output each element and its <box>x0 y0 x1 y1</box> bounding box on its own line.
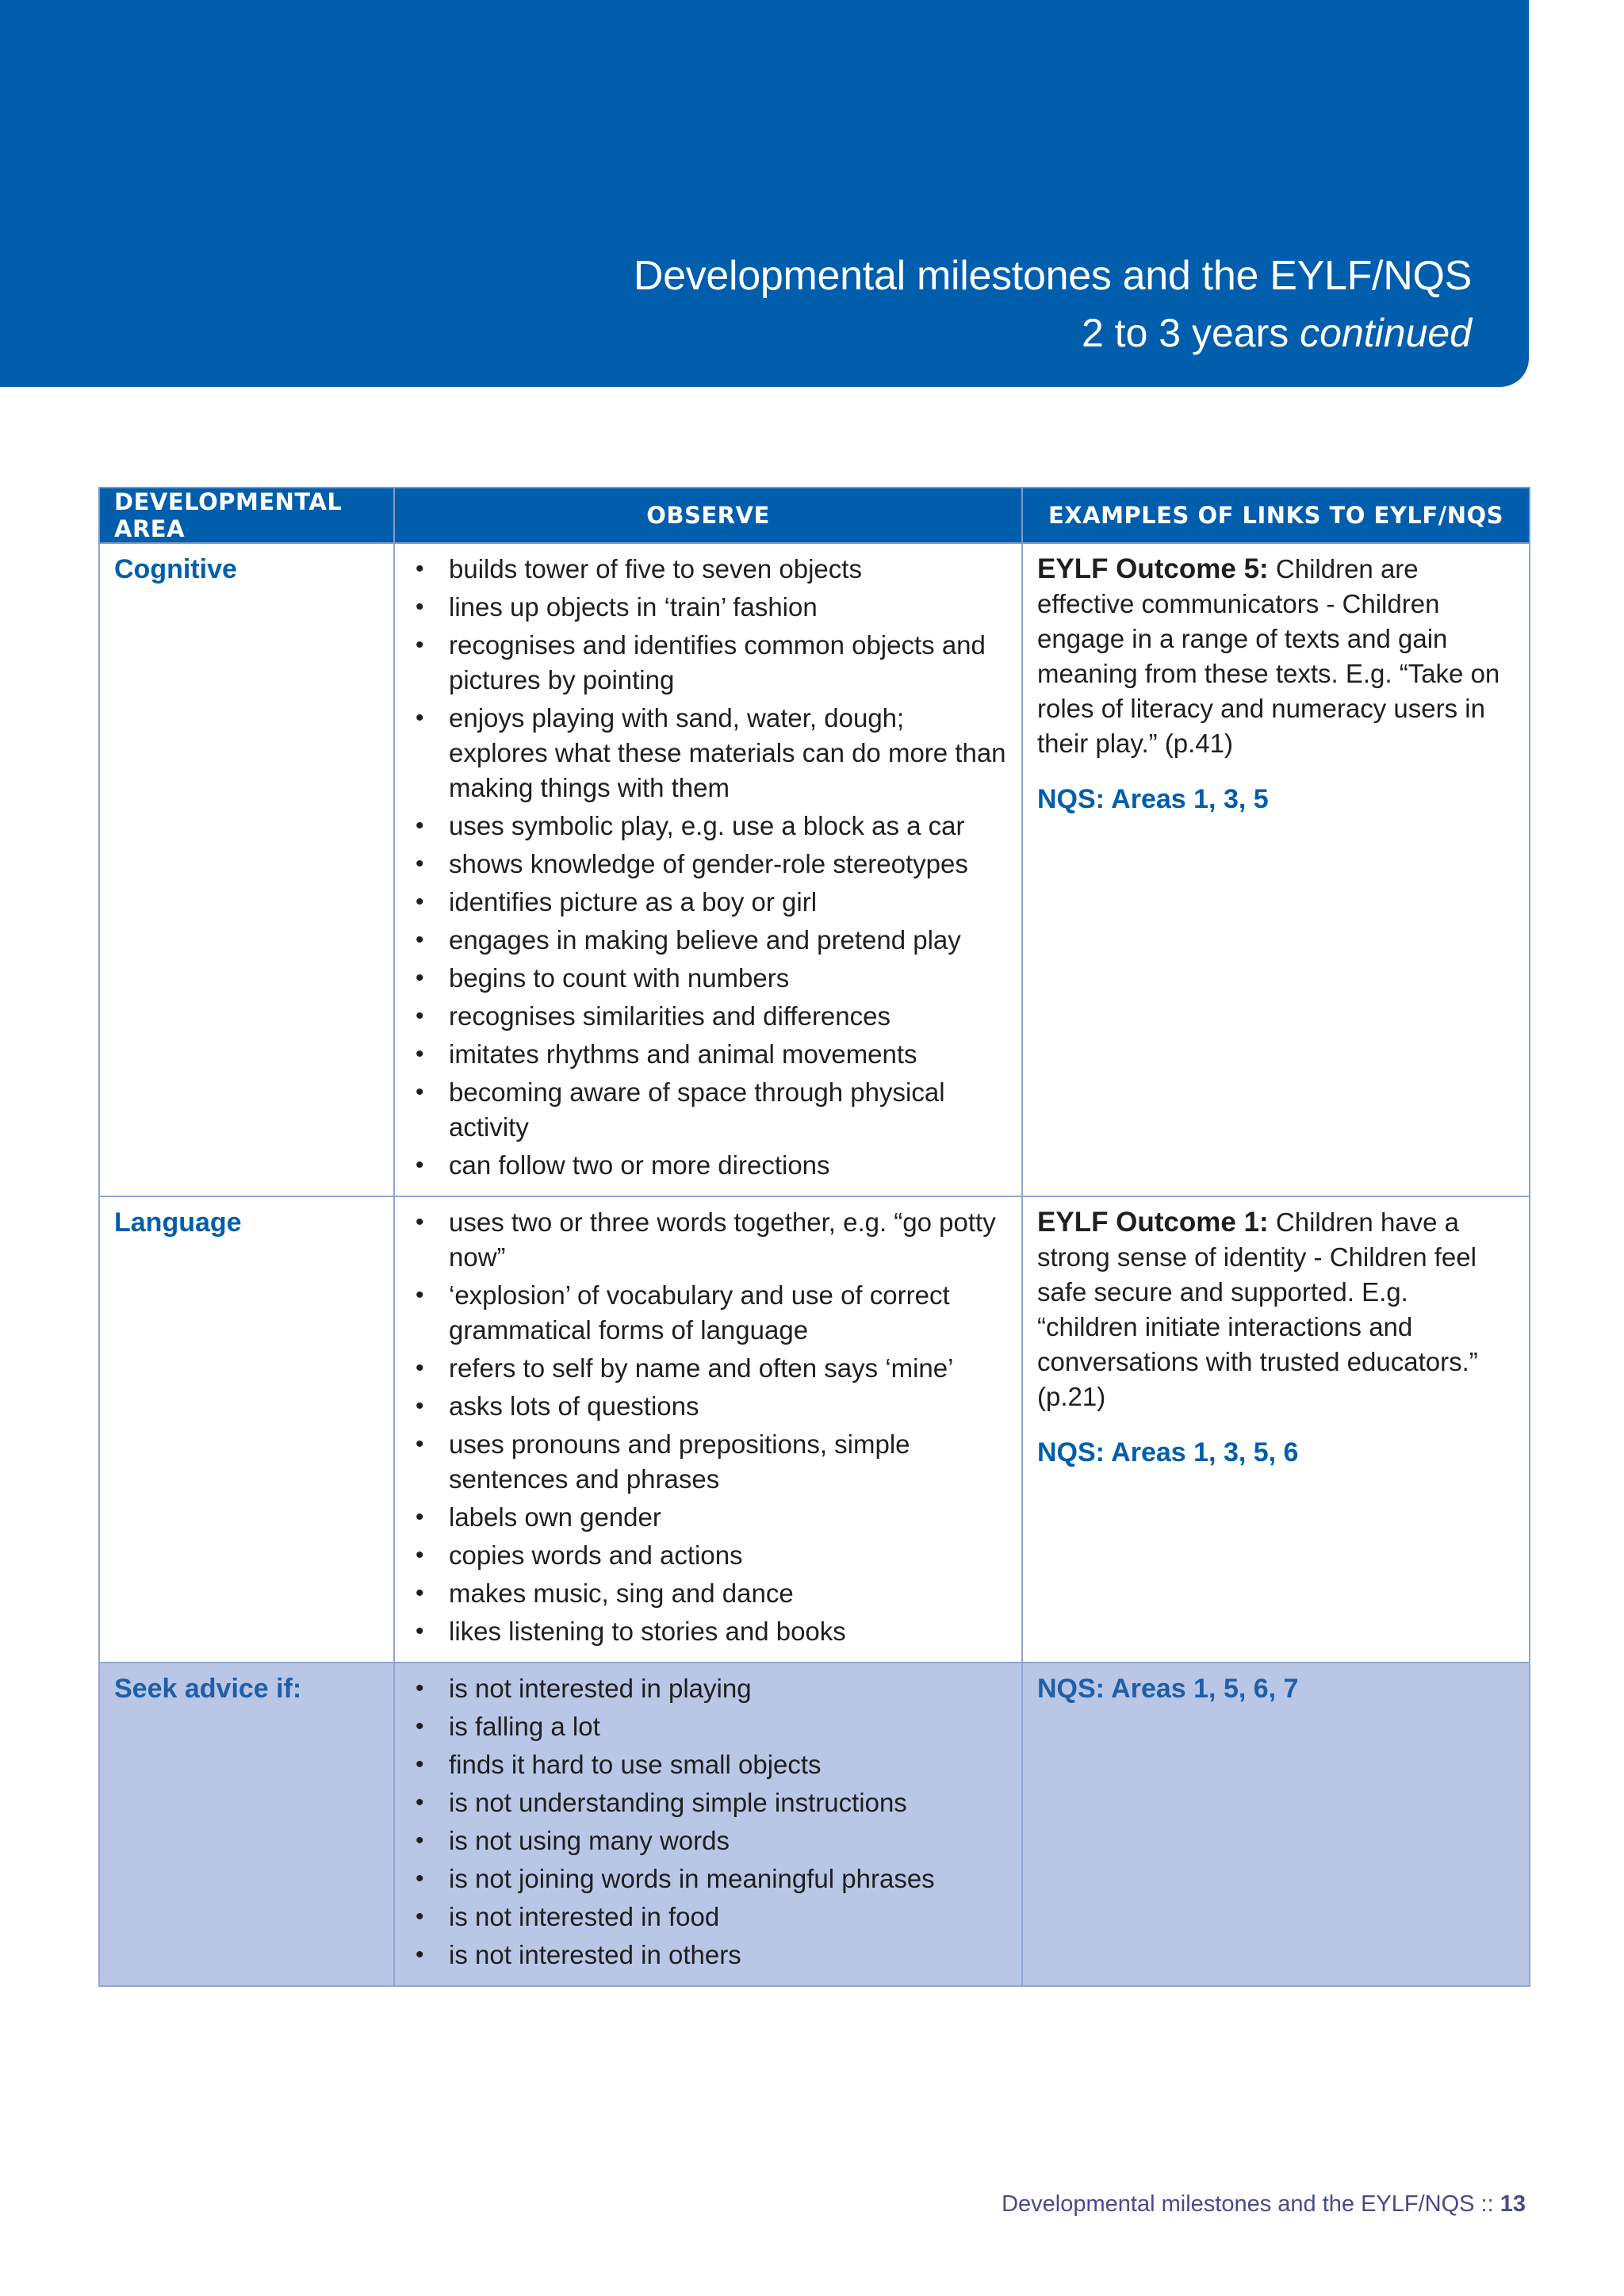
bullet-icon: • <box>416 1431 424 1457</box>
list-item-text: recognises and identifies common objects and pictures by pointing <box>449 630 986 695</box>
list-item-text: begins to count with numbers <box>449 963 790 993</box>
list-item <box>409 961 1007 996</box>
list-item <box>409 1900 1007 1934</box>
bullet-icon: • <box>416 1041 424 1067</box>
list-item-text: shows knowledge of gender-role stereotypes <box>449 849 968 878</box>
list-item <box>409 1709 1007 1744</box>
area-language: Language <box>99 1196 394 1663</box>
header-eylf-links: EXAMPLES OF LINKS TO EYLF/NQS <box>1022 488 1530 543</box>
list-item <box>409 1576 1007 1611</box>
links-cell <box>1022 543 1530 1196</box>
list-item <box>409 885 1007 920</box>
observe-list <box>409 1671 1007 1973</box>
list-item-text: is falling a lot <box>449 1712 600 1741</box>
list-item <box>409 1671 1007 1706</box>
list-item-text: uses two or three words together, e.g. “go potty now” <box>449 1207 996 1272</box>
bullet-icon: • <box>416 1355 424 1381</box>
header-observe: OBSERVE <box>394 488 1022 543</box>
list-item-text: lines up objects in ‘train’ fashion <box>449 592 818 622</box>
table-header-row <box>99 488 1530 543</box>
bullet-icon: • <box>416 1713 424 1739</box>
list-item-text: can follow two or more directions <box>449 1150 830 1180</box>
list-item-text: is not understanding simple instructions <box>449 1788 907 1817</box>
links-cell <box>1022 1196 1530 1663</box>
eylf-outcome-label: EYLF Outcome 5: <box>1037 553 1269 584</box>
list-item-text: identifies picture as a boy or girl <box>449 887 818 916</box>
list-item <box>409 628 1007 698</box>
nqs-areas: NQS: Areas 1, 3, 5, 6 <box>1037 1437 1299 1468</box>
bullet-icon: • <box>416 927 424 953</box>
list-item-text: becoming aware of space through physical activity <box>449 1077 945 1142</box>
bullet-icon: • <box>416 1282 424 1308</box>
bullet-icon: • <box>416 851 424 877</box>
list-item <box>409 1785 1007 1820</box>
list-item-text: is not using many words <box>449 1826 730 1855</box>
list-item <box>409 1037 1007 1072</box>
list-item-text: uses symbolic play, e.g. use a block as a car <box>449 811 965 840</box>
bullet-icon: • <box>416 632 424 658</box>
list-item <box>409 923 1007 958</box>
bullet-icon: • <box>416 1580 424 1606</box>
observe-list <box>409 552 1007 1183</box>
list-item-text: enjoys playing with sand, water, dough; explores what these materials can do more than making things with them <box>449 703 1006 802</box>
eylf-outcome-text <box>1037 1205 1515 1414</box>
list-item <box>409 1500 1007 1535</box>
observe-cell <box>394 1196 1022 1663</box>
subtitle-main: 2 to 3 years <box>1081 311 1300 355</box>
bullet-icon: • <box>416 889 424 915</box>
list-item <box>409 701 1007 806</box>
bullet-icon: • <box>416 1618 424 1644</box>
bullet-icon: • <box>416 965 424 991</box>
list-item-text: makes music, sing and dance <box>449 1578 794 1608</box>
list-item <box>409 1747 1007 1782</box>
list-item-text: ‘explosion’ of vocabulary and use of correct grammatical forms of language <box>449 1280 950 1345</box>
table-row-seek-advice <box>99 1663 1530 1986</box>
bullet-icon: • <box>416 1942 424 1968</box>
list-item <box>409 1075 1007 1145</box>
list-item-text: asks lots of questions <box>449 1391 699 1421</box>
subtitle-continued: continued <box>1300 311 1472 355</box>
list-item <box>409 1351 1007 1386</box>
eylf-outcome-label: EYLF Outcome 1: <box>1037 1207 1269 1238</box>
list-item-text: refers to self by name and often says ‘mine’ <box>449 1353 954 1383</box>
header-band <box>0 0 1529 387</box>
bullet-icon: • <box>416 1079 424 1105</box>
table-row-cognitive <box>99 543 1530 1196</box>
list-item <box>409 1205 1007 1275</box>
list-item-text: imitates rhythms and animal movements <box>449 1039 917 1069</box>
bullet-icon: • <box>416 813 424 839</box>
nqs-areas: NQS: Areas 1, 3, 5 <box>1037 784 1269 814</box>
eylf-outcome-text <box>1037 552 1515 761</box>
list-item <box>409 999 1007 1034</box>
page-title: Developmental milestones and the EYLF/NQS <box>633 253 1472 299</box>
bullet-icon: • <box>416 1866 424 1892</box>
list-item-text: uses pronouns and prepositions, simple sentences and phrases <box>449 1429 910 1494</box>
bullet-icon: • <box>416 1504 424 1530</box>
list-item-text: builds tower of five to seven objects <box>449 554 862 584</box>
list-item <box>409 1278 1007 1348</box>
footer-text: Developmental milestones and the EYLF/NQS :: <box>1002 2191 1500 2217</box>
bullet-icon: • <box>416 594 424 620</box>
list-item <box>409 1538 1007 1573</box>
area-cognitive: Cognitive <box>99 543 394 1196</box>
list-item <box>409 847 1007 882</box>
nqs-areas: NQS: Areas 1, 5, 6, 7 <box>1037 1674 1299 1704</box>
bullet-icon: • <box>416 1675 424 1701</box>
eylf-outcome-body: Children are effective communicators - Children engage in a range of texts and gain meaning from these texts. E.g. “Take on roles of literacy and numeracy users in their play.” (p.41) <box>1037 554 1500 758</box>
list-item <box>409 590 1007 625</box>
eylf-outcome-body: Children have a strong sense of identity - Children feel safe secure and supported. E.g. “children initiate interactions and conversations with trusted educators.” (p.21) <box>1037 1207 1478 1411</box>
list-item <box>409 552 1007 587</box>
list-item <box>409 1862 1007 1896</box>
list-item-text: likes listening to stories and books <box>449 1617 846 1646</box>
page-subtitle <box>1082 304 1472 362</box>
bullet-icon: • <box>416 1904 424 1930</box>
list-item <box>409 809 1007 844</box>
links-cell <box>1022 1663 1530 1986</box>
milestones-table <box>98 487 1530 1987</box>
list-item-text: finds it hard to use small objects <box>449 1750 822 1779</box>
list-item-text: is not interested in food <box>449 1902 720 1931</box>
header-developmental-area: DEVELOPMENTAL AREA <box>99 488 394 543</box>
area-seek-advice: Seek advice if: <box>99 1663 394 1986</box>
observe-list <box>409 1205 1007 1649</box>
list-item <box>409 1427 1007 1497</box>
page-footer <box>1002 2191 1526 2218</box>
list-item-text: recognises similarities and differences <box>449 1001 891 1031</box>
list-item-text: engages in making believe and pretend play <box>449 925 961 955</box>
bullet-icon: • <box>416 1542 424 1568</box>
bullet-icon: • <box>416 1789 424 1816</box>
list-item-text: is not interested in playing <box>449 1674 752 1703</box>
observe-cell <box>394 543 1022 1196</box>
page-number: 13 <box>1500 2191 1526 2217</box>
bullet-icon: • <box>416 1827 424 1854</box>
list-item-text: labels own gender <box>449 1502 661 1532</box>
list-item <box>409 1614 1007 1649</box>
list-item-text: is not joining words in meaningful phrases <box>449 1864 935 1893</box>
observe-cell <box>394 1663 1022 1986</box>
list-item <box>409 1938 1007 1973</box>
bullet-icon: • <box>416 1003 424 1029</box>
list-item-text: is not interested in others <box>449 1940 741 1969</box>
bullet-icon: • <box>416 1751 424 1777</box>
list-item <box>409 1823 1007 1858</box>
list-item <box>409 1148 1007 1183</box>
bullet-icon: • <box>416 1209 424 1235</box>
bullet-icon: • <box>416 556 424 582</box>
bullet-icon: • <box>416 1393 424 1419</box>
list-item-text: copies words and actions <box>449 1540 743 1570</box>
list-item <box>409 1389 1007 1424</box>
table-row-language <box>99 1196 1530 1663</box>
bullet-icon: • <box>416 1152 424 1178</box>
bullet-icon: • <box>416 705 424 731</box>
